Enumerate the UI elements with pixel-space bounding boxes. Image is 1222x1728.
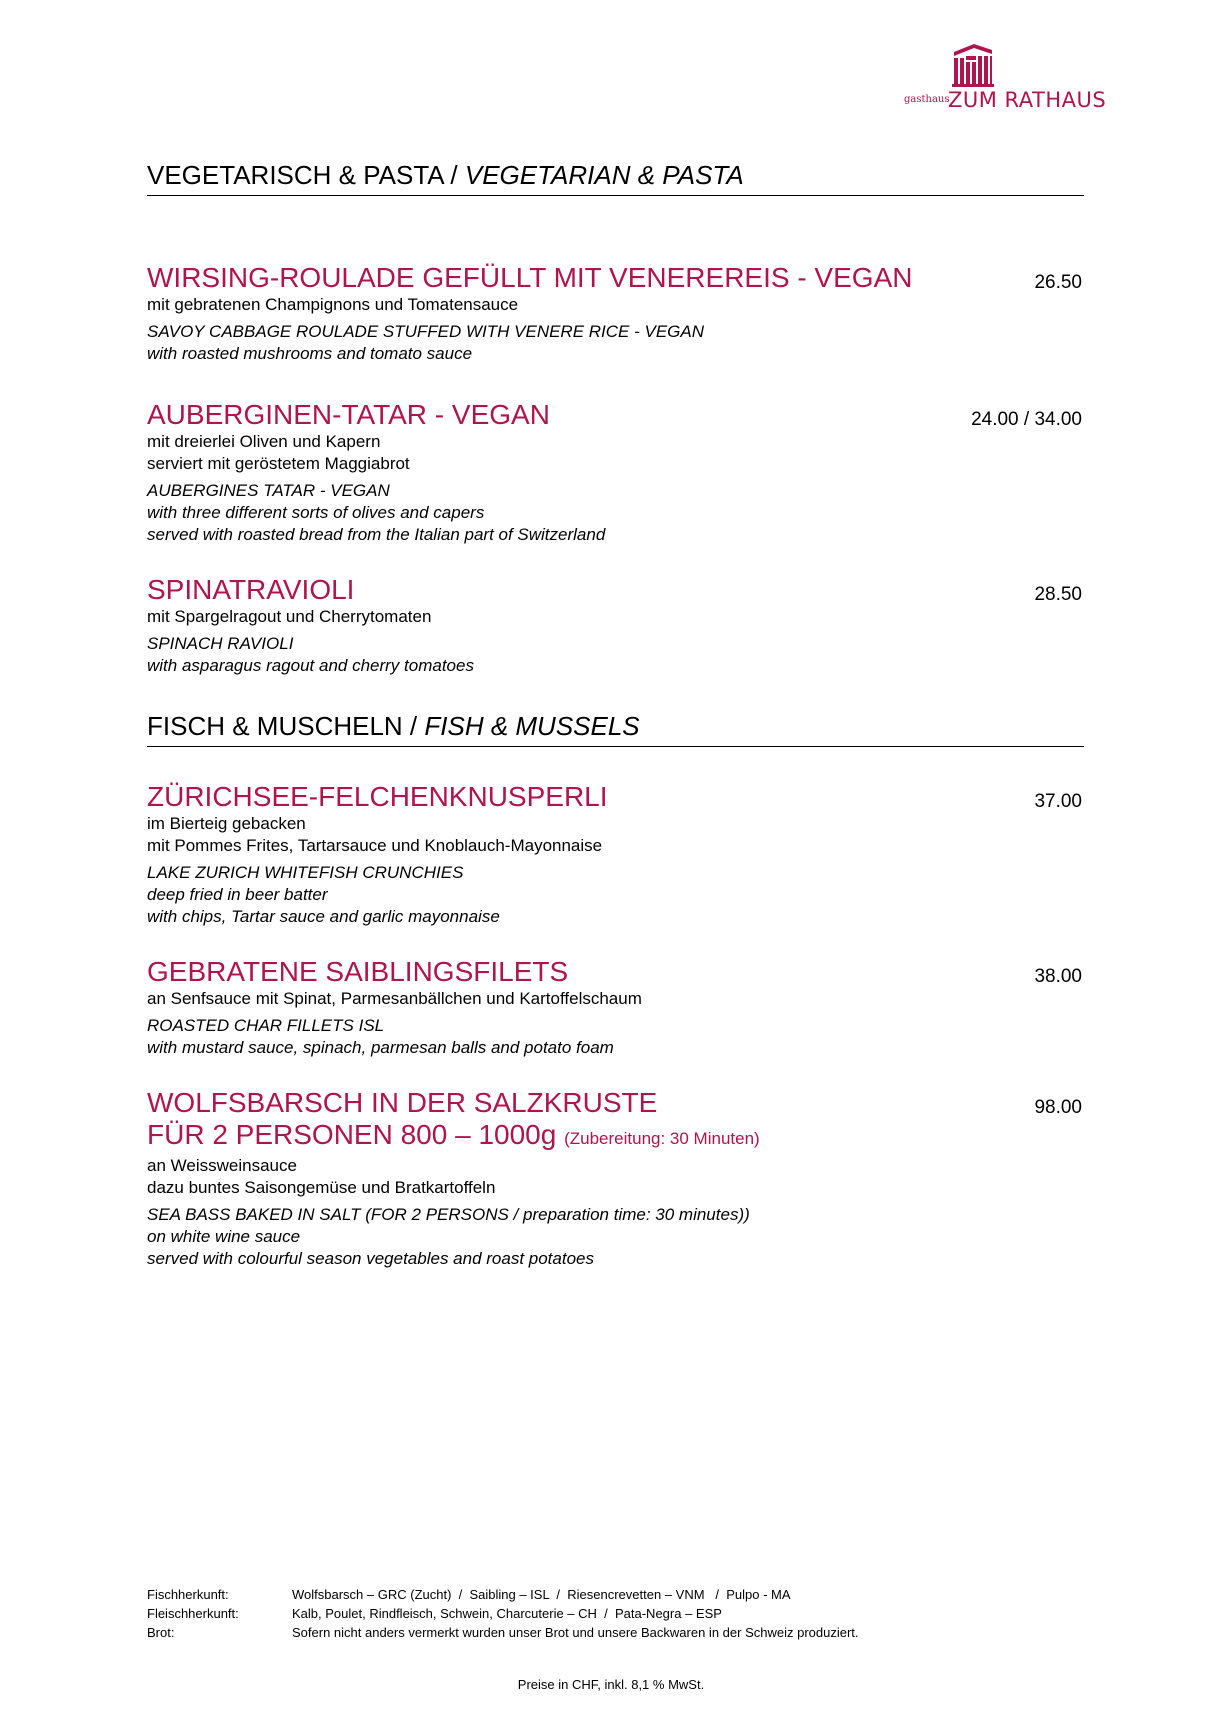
item-price: 28.50 — [1034, 584, 1082, 605]
item-title: ZÜRICHSEE-FELCHENKNUSPERLI — [147, 781, 608, 812]
item-description-en: with three different sorts of olives and capers — [147, 503, 485, 522]
item-description-en: deep fried in beer batter — [147, 885, 328, 904]
menu-item — [147, 1087, 1084, 1270]
footer-row — [147, 1604, 859, 1623]
item-description-en: served with colourful season vegetables and roast potatoes — [147, 1249, 594, 1268]
item-description-en: with asparagus ragout and cherry tomatoes — [147, 656, 474, 675]
item-description-en: with mustard sauce, spinach, parmesan balls and potato foam — [147, 1038, 614, 1057]
item-price: 26.50 — [1034, 272, 1082, 293]
footer-label: Brot: — [147, 1625, 175, 1640]
section-heading-de: FISCH & MUSCHELN / — [147, 711, 425, 741]
price-note: Preise in CHF, inkl. 8,1 % MwSt. — [517, 1677, 705, 1692]
logo — [900, 40, 1107, 120]
item-price: 98.00 — [1034, 1097, 1082, 1118]
item-title: SPINATRAVIOLI — [147, 574, 355, 605]
item-title-en: SEA BASS BAKED IN SALT (FOR 2 PERSONS / preparation time: 30 minutes)) — [147, 1205, 750, 1224]
item-description-de: mit Spargelragout und Cherrytomaten — [147, 607, 432, 626]
item-price: 24.00 / 34.00 — [971, 409, 1082, 430]
footer-row — [147, 1623, 859, 1642]
item-title-line2-text: FÜR 2 PERSONEN 800 – 1000g — [147, 1119, 557, 1150]
item-title: GEBRATENE SAIBLINGSFILETS — [147, 956, 569, 987]
item-price: 38.00 — [1034, 966, 1082, 987]
section-heading-de: VEGETARISCH & PASTA / — [147, 160, 465, 190]
item-title-line2 — [147, 1119, 1084, 1155]
logo-name: ZUM RATHAUS — [948, 88, 1107, 112]
item-title: WIRSING-ROULADE GEFÜLLT MIT VENEREREIS - VEGAN — [147, 262, 913, 293]
origin-footer — [147, 1585, 859, 1642]
footer-text: Wolfsbarsch – GRC (Zucht) / Saibling – ISL / Riesencrevetten – VNM / Pulpo - MA — [292, 1587, 791, 1602]
item-description-de: an Weissweinsauce — [147, 1156, 297, 1175]
menu-item — [147, 262, 1084, 365]
item-price: 37.00 — [1034, 791, 1082, 812]
item-description-en: with chips, Tartar sauce and garlic mayonnaise — [147, 907, 500, 926]
footer-text: Kalb, Poulet, Rindfleisch, Schwein, Charcuterie – CH / Pata-Negra – ESP — [292, 1606, 722, 1621]
menu-item — [147, 781, 1084, 928]
section-heading-fish — [147, 711, 1084, 747]
section-heading-vegetarian — [147, 160, 1084, 196]
item-description-de: an Senfsauce mit Spinat, Parmesanbällchen und Kartoffelschaum — [147, 989, 642, 1008]
item-title-en: AUBERGINES TATAR - VEGAN — [147, 481, 390, 500]
item-description-en: served with roasted bread from the Italian part of Switzerland — [147, 525, 606, 544]
footer-label: Fischherkunft: — [147, 1587, 229, 1602]
item-title: WOLFSBARSCH IN DER SALZKRUSTE — [147, 1087, 658, 1118]
logo-small-text: gasthaus — [904, 94, 950, 105]
item-description-de: dazu buntes Saisongemüse und Bratkartoffeln — [147, 1178, 496, 1197]
item-description-en: on white wine sauce — [147, 1227, 301, 1246]
item-description-de: mit dreierlei Oliven und Kapern — [147, 432, 381, 451]
item-description-de: mit gebratenen Champignons und Tomatensauce — [147, 295, 519, 314]
menu-item — [147, 399, 1084, 546]
item-description-en: with roasted mushrooms and tomato sauce — [147, 344, 473, 363]
item-description-de: serviert mit geröstetem Maggiabrot — [147, 454, 410, 473]
footer-text: Sofern nicht anders vermerkt wurden unser Brot und unsere Backwaren in der Schweiz produziert. — [292, 1625, 859, 1640]
footer-label: Fleischherkunft: — [147, 1606, 239, 1621]
item-description-de: im Bierteig gebacken — [147, 814, 306, 833]
menu-item — [147, 574, 1084, 677]
section-heading-en: FISH & MUSSELS — [424, 711, 640, 741]
menu-item — [147, 956, 1084, 1059]
item-description-de: mit Pommes Frites, Tartarsauce und Knoblauch-Mayonnaise — [147, 836, 603, 855]
item-title-en: SAVOY CABBAGE ROULADE STUFFED WITH VENERE RICE - VEGAN — [147, 322, 705, 341]
item-title-en: SPINACH RAVIOLI — [147, 634, 294, 653]
building-logo-icon — [948, 42, 994, 88]
item-prep-time: (Zubereitung: 30 Minuten) — [564, 1129, 760, 1148]
footer-row — [147, 1585, 859, 1604]
section-heading-en: VEGETARIAN & PASTA — [464, 160, 744, 190]
item-title-en: LAKE ZURICH WHITEFISH CRUNCHIES — [147, 863, 464, 882]
item-title: AUBERGINEN-TATAR - VEGAN — [147, 399, 550, 430]
item-title-en: ROASTED CHAR FILLETS ISL — [147, 1016, 385, 1035]
